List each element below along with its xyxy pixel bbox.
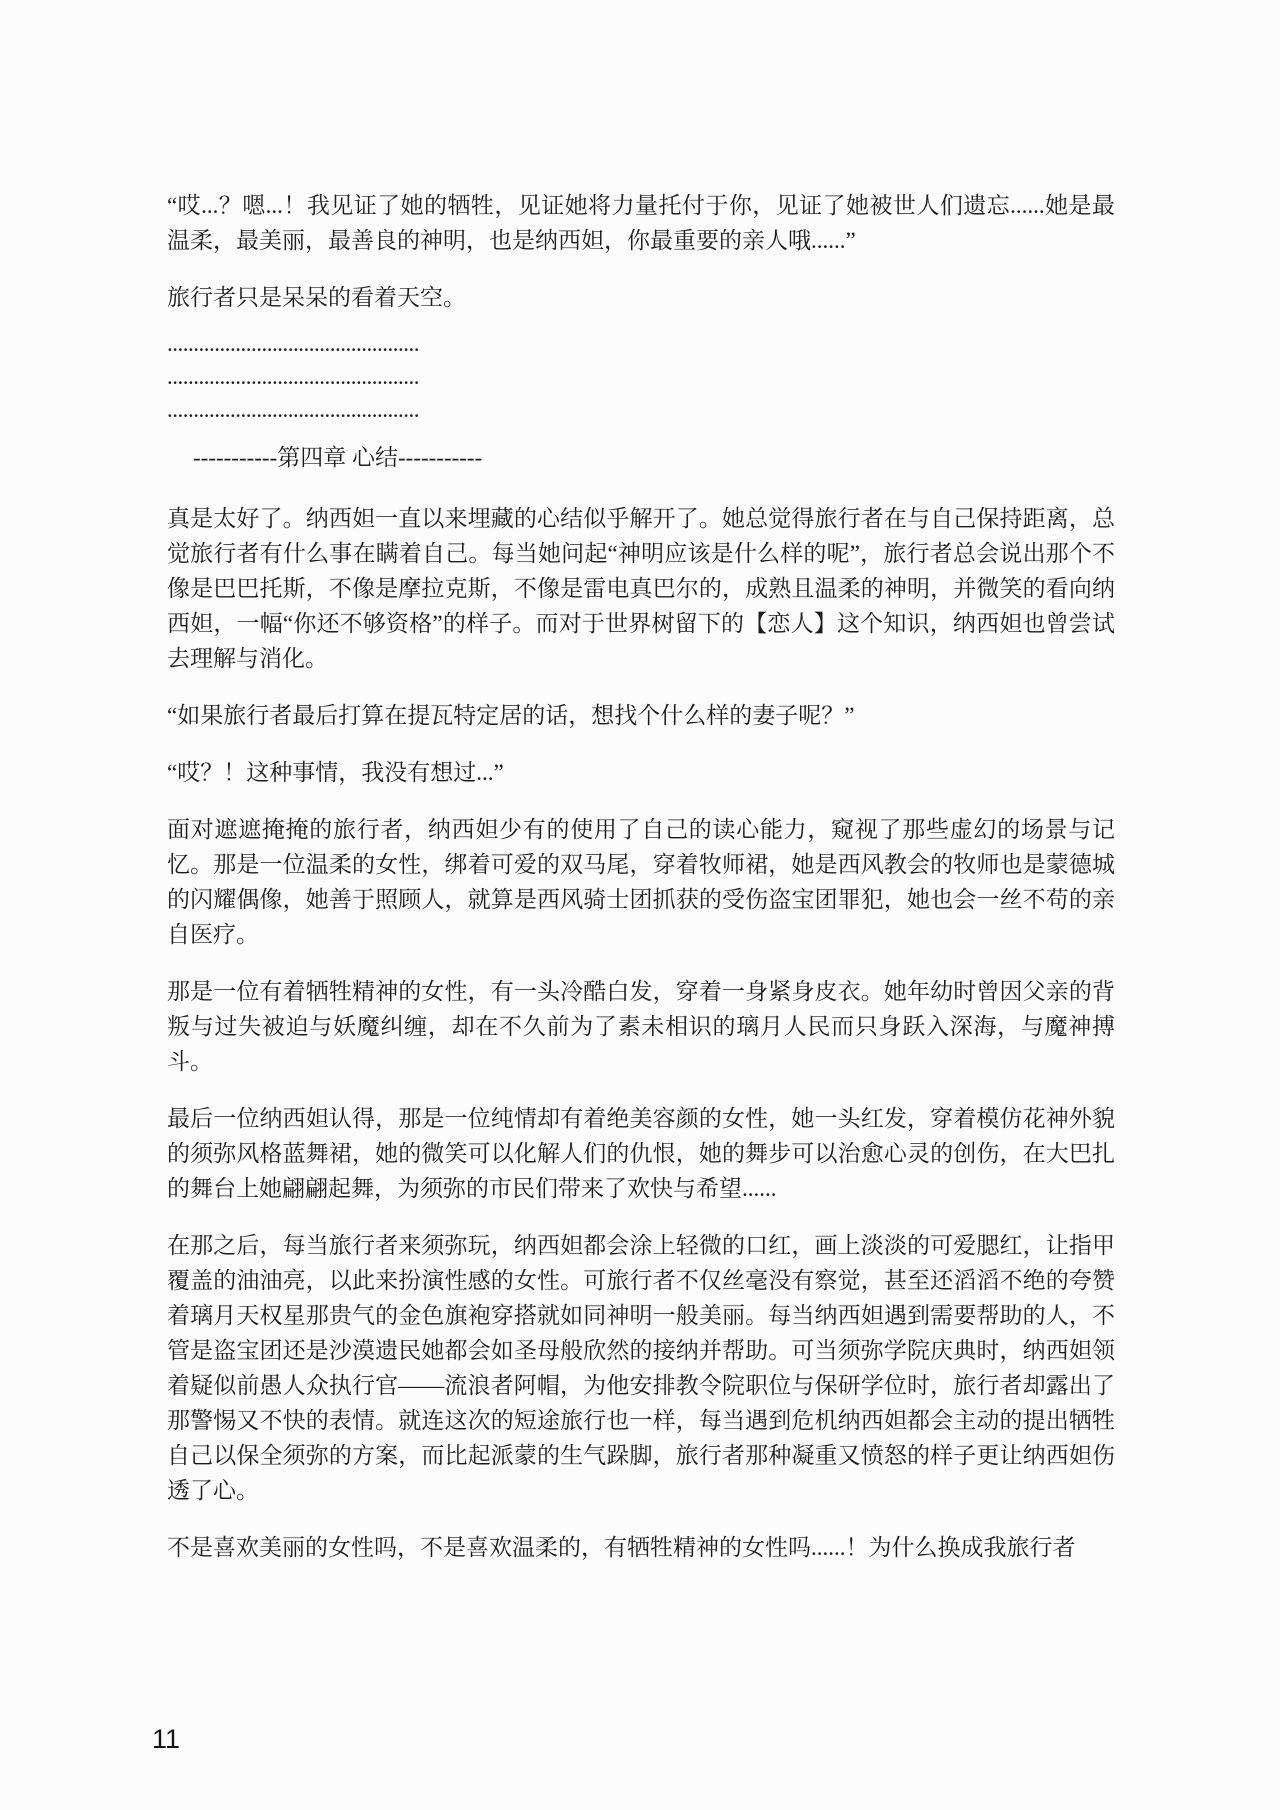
ellipsis-line: ................................................ xyxy=(167,364,419,389)
dialogue-paragraph: “如果旅行者最后打算在提瓦特定居的话，想找个什么样的妻子呢？” xyxy=(167,703,855,728)
body-paragraph: 最后一位纳西妲认得，那是一位纯情却有着绝美容颜的女性，她一头红发，穿着模仿花神外貌的须弥风格蓝舞裙，她的微笑可以化解人们的仇恨，她的舞步可以治愈心灵的创伤，在大巴扎的舞台上她翩翩起舞，为须弥的市民们带来了欢快与希望...... xyxy=(167,1106,1115,1201)
page-content xyxy=(167,188,1115,1587)
body-paragraph: 面对遮遮掩掩的旅行者，纳西妲少有的使用了自己的读心能力，窥视了那些虚幻的场景与记忆。那是一位温柔的女性，绑着可爱的双马尾，穿着牧师裙，她是西风教会的牧师也是蒙德城的闪耀偶像，她善于照顾人，就算是西风骑士团抓获的受伤盗宝团罪犯，她也会一丝不苟的亲自医疗。 xyxy=(167,817,1115,947)
dialogue-paragraph: “哎...？嗯...！我见证了她的牺牲，见证她将力量托付于你，见证了她被世人们遗忘......她是最温柔，最美丽，最善良的神明，也是纳西妲，你最重要的亲人哦......” xyxy=(167,193,1115,253)
body-paragraph: 那是一位有着牺牲精神的女性，有一头冷酷白发，穿着一身紧身皮衣。她年幼时曾因父亲的背叛与过失被迫与妖魔纠缠，却在不久前为了素未相识的璃月人民而只身跃入深海，与魔神搏斗。 xyxy=(167,979,1115,1074)
body-paragraph: 旅行者只是呆呆的看着天空。 xyxy=(167,285,466,310)
chapter-heading: -----------第四章 心结----------- xyxy=(193,445,483,470)
dialogue-paragraph: “哎？！这种事情，我没有想过...” xyxy=(167,760,504,785)
ellipsis-line: ................................................ xyxy=(167,331,419,356)
body-paragraph: 在那之后，每当旅行者来须弥玩，纳西妲都会涂上轻微的口红，画上淡淡的可爱腮红，让指甲覆盖的油油亮，以此来扮演性感的女性。可旅行者不仅丝毫没有察觉，甚至还滔滔不绝的夸赞着璃月天权星那贵气的金色旗袍穿搭就如同神明一般美丽。每当纳西妲遇到需要帮助的人，不管是盗宝团还是沙漠遗民她都会如圣母般欣然的接纳并帮助。可当须弥学院庆典时，纳西妲领着疑似前愚人众执行官——流浪者阿帽，为他安排教令院职位与保研学位时，旅行者却露出了那警惕又不快的表情。就连这次的短途旅行也一样，每当遇到危机纳西妲都会主动的提出牺牲自己以保全须弥的方案，而比起派蒙的生气跺脚，旅行者那种凝重又愤怒的样子更让纳西妲伤透了心。 xyxy=(167,1233,1115,1503)
page-number: 11 xyxy=(152,1724,181,1754)
ellipsis-line: ................................................ xyxy=(167,397,419,422)
body-paragraph: 真是太好了。纳西妲一直以来埋藏的心结似乎解开了。她总觉得旅行者在与自己保持距离，总觉旅行者有什么事在瞒着自己。每当她问起“神明应该是什么样的呢”，旅行者总会说出那个不像是巴巴托斯，不像是摩拉克斯，不像是雷电真巴尔的，成熟且温柔的神明，并微笑的看向纳西妲，一幅“你还不够资格”的样子。而对于世界树留下的【恋人】这个知识，纳西妲也曾尝试去理解与消化。 xyxy=(167,506,1115,671)
body-paragraph: 不是喜欢美丽的女性吗，不是喜欢温柔的，有牺牲精神的女性吗......！为什么换成我旅行者 xyxy=(167,1535,1076,1560)
